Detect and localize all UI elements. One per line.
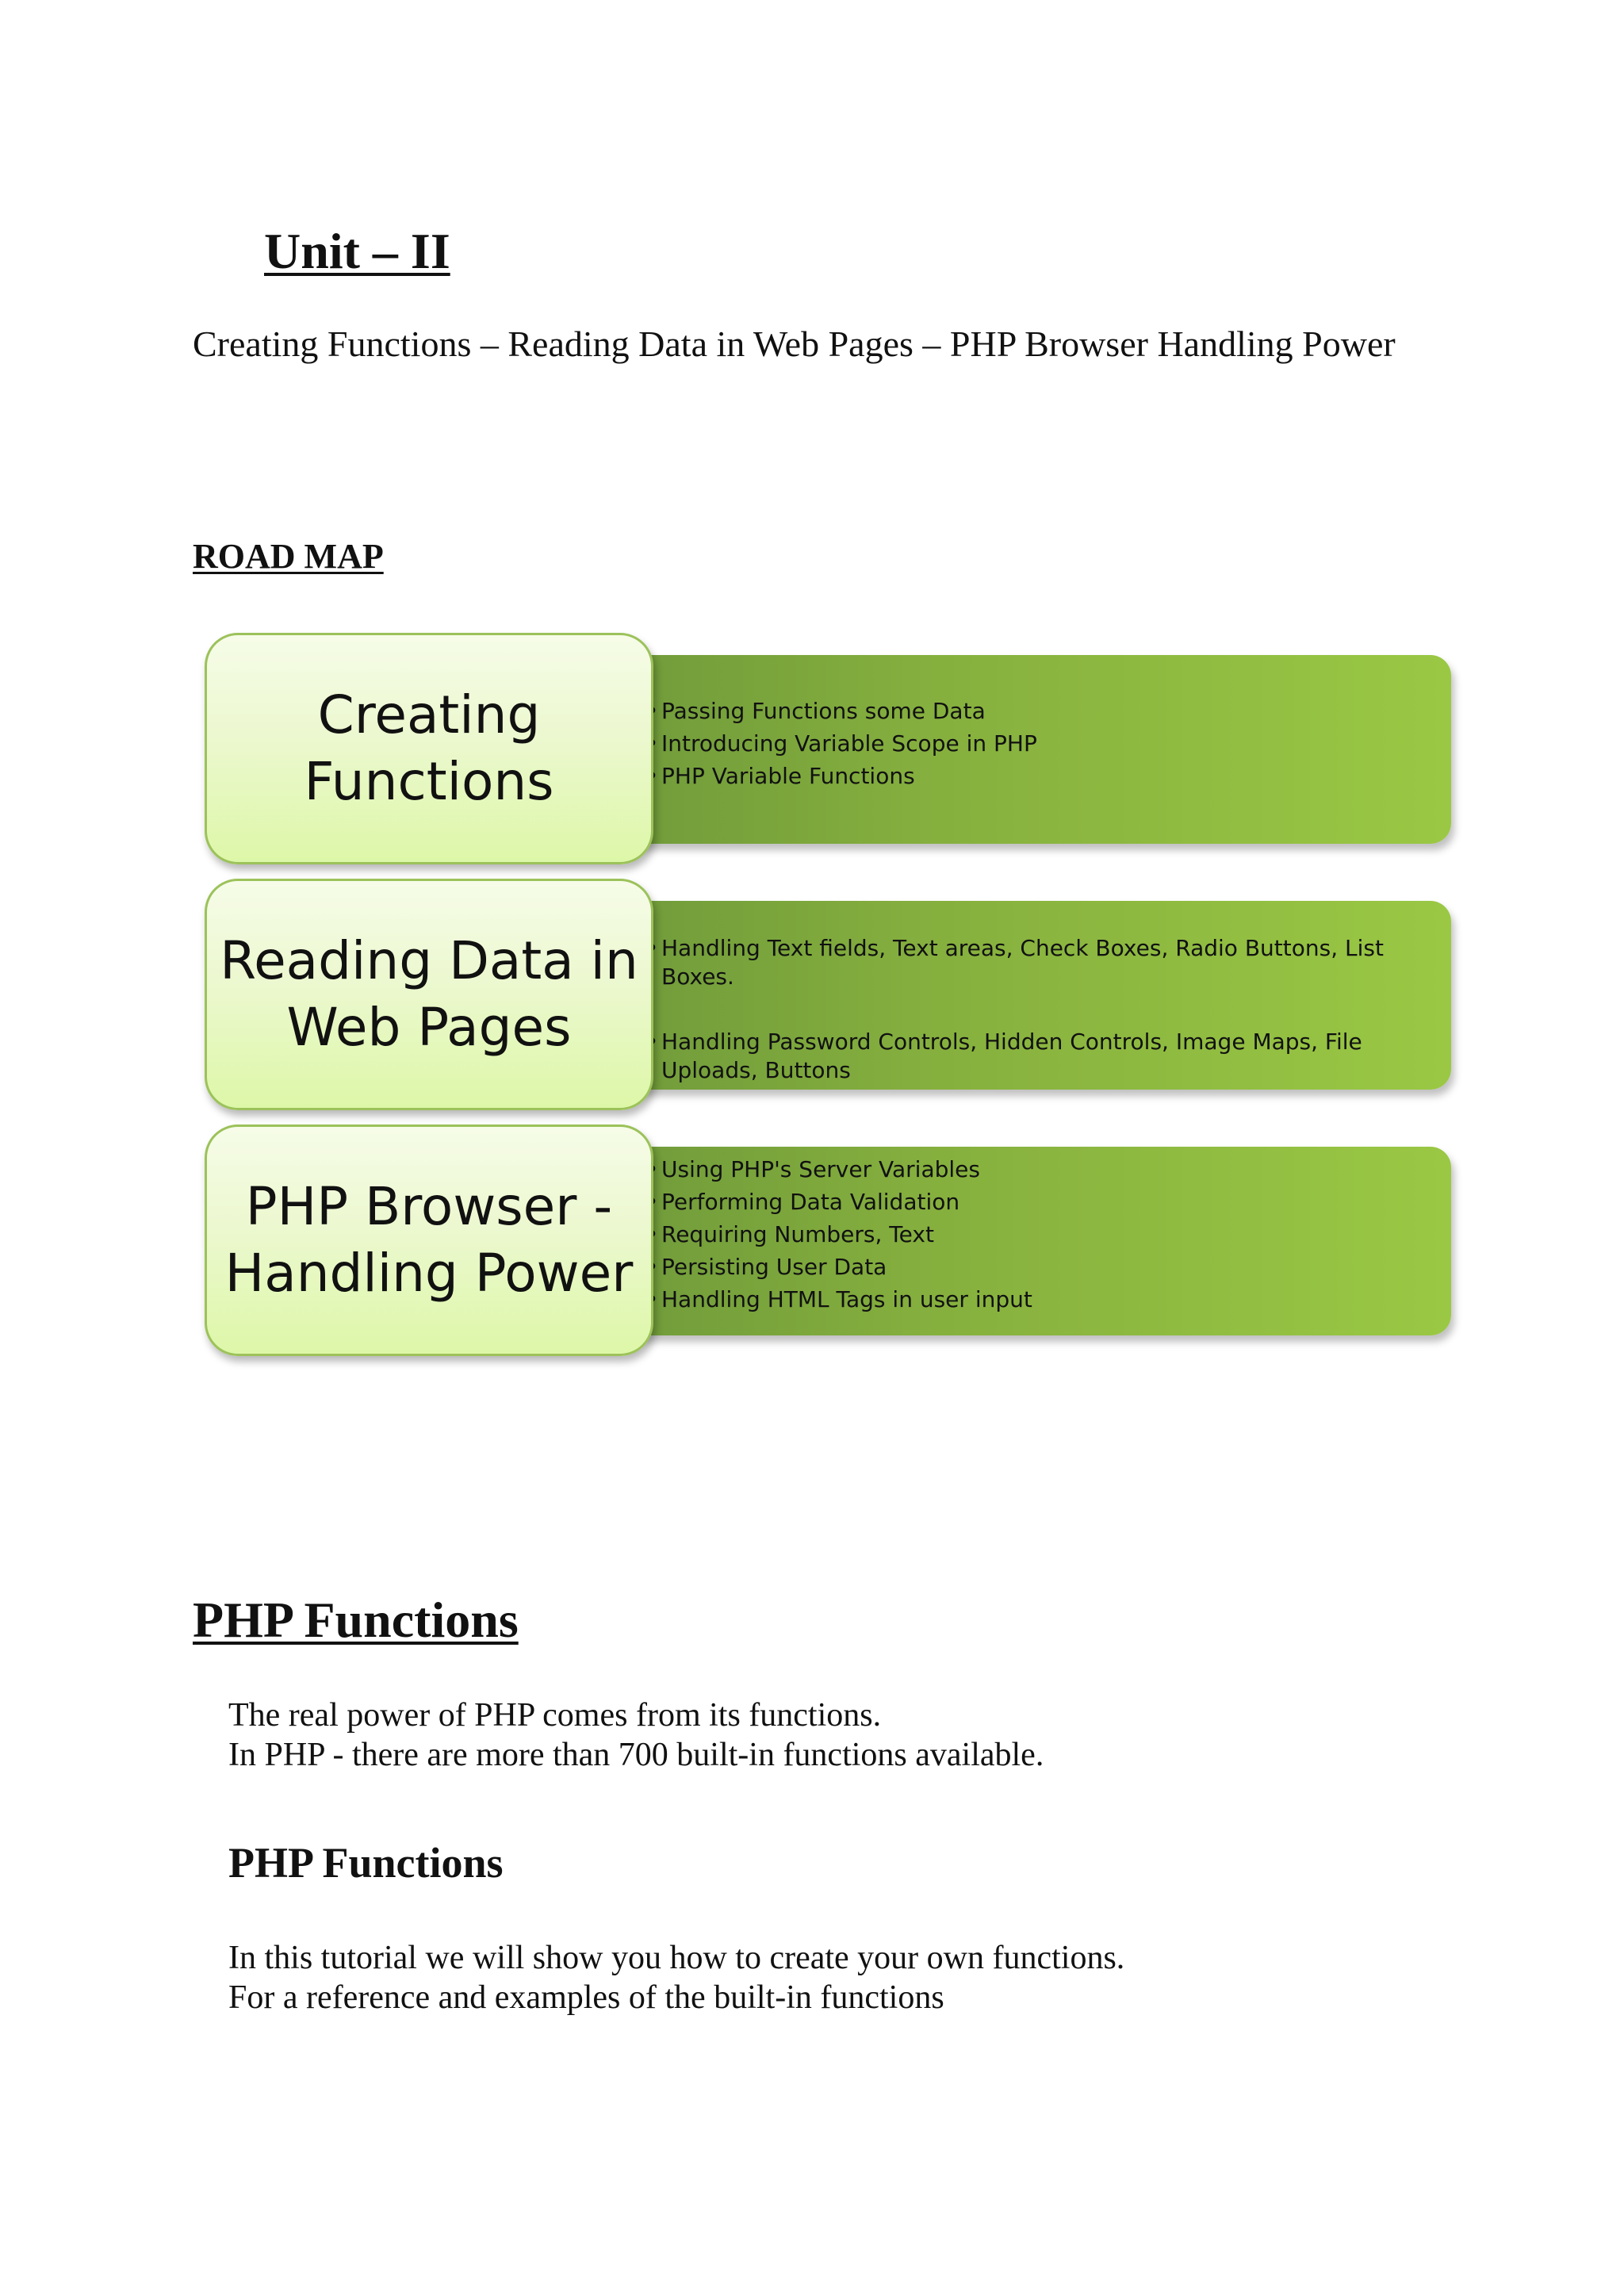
roadmap-detail-panel — [601, 901, 1451, 1090]
sub-heading: PHP Functions — [228, 1839, 504, 1887]
roadmap-detail-list — [647, 934, 1432, 1121]
roadmap-detail-item: • PHP Variable Functions — [647, 760, 1432, 792]
roadmap-topic-line: Functions — [304, 751, 554, 812]
section-heading: PHP Functions — [193, 1592, 519, 1648]
roadmap-detail-list — [647, 1153, 1432, 1316]
roadmap-topic-line: Handling Power — [224, 1243, 634, 1304]
roadmap-detail-item: • Passing Functions some Data — [647, 695, 1432, 727]
intro-paragraph — [228, 1695, 1044, 1775]
roadmap-topic-line: Creating — [317, 684, 541, 745]
roadmap-detail-item: • Using PHP's Server Variables — [647, 1153, 1432, 1186]
roadmap-row-reading-data — [205, 879, 1451, 1113]
roadmap-detail-item: • Handling HTML Tags in user input — [647, 1283, 1432, 1316]
roadmap-detail-item: • Persisting User Data — [647, 1251, 1432, 1283]
roadmap-detail-panel — [601, 1147, 1451, 1335]
roadmap-topic-line: Reading Data in — [220, 930, 638, 991]
roadmap-detail-panel — [601, 655, 1451, 844]
roadmap-topic-line: Web Pages — [286, 997, 572, 1058]
roadmap-label: ROAD MAP — [193, 537, 384, 576]
roadmap-detail-item: • Introducing Variable Scope in PHP — [647, 727, 1432, 760]
roadmap-detail-item: • Handling Password Controls, Hidden Controls, Image Maps, File Uploads, Buttons — [647, 1028, 1432, 1085]
intro-line: The real power of PHP comes from its functions. — [228, 1697, 882, 1734]
roadmap-topic-box — [205, 879, 653, 1110]
roadmap-detail-list — [647, 695, 1432, 792]
roadmap-detail-item: • Performing Data Validation — [647, 1186, 1432, 1218]
roadmap-row-browser-handling — [205, 1125, 1451, 1359]
body-paragraph — [228, 1938, 1124, 2017]
roadmap-topic-box — [205, 1125, 653, 1356]
roadmap-topic-line: PHP Browser - — [245, 1176, 613, 1237]
roadmap-row-creating-functions — [205, 633, 1451, 868]
body-line: For a reference and examples of the built-in functions — [228, 1979, 944, 2016]
roadmap-detail-item: • Requiring Numbers, Text — [647, 1218, 1432, 1251]
intro-line: In PHP - there are more than 700 built-in functions available. — [228, 1737, 1044, 1773]
roadmap-detail-item: • Handling Text fields, Text areas, Check Boxes, Radio Buttons, List Boxes. — [647, 934, 1432, 991]
body-line: In this tutorial we will show you how to create your own functions. — [228, 1940, 1125, 1976]
roadmap-topic-box — [205, 633, 653, 864]
unit-subtitle: Creating Functions – Reading Data in Web Pages – PHP Browser Handling Power — [193, 324, 1396, 364]
unit-title: Unit – II — [264, 223, 450, 279]
